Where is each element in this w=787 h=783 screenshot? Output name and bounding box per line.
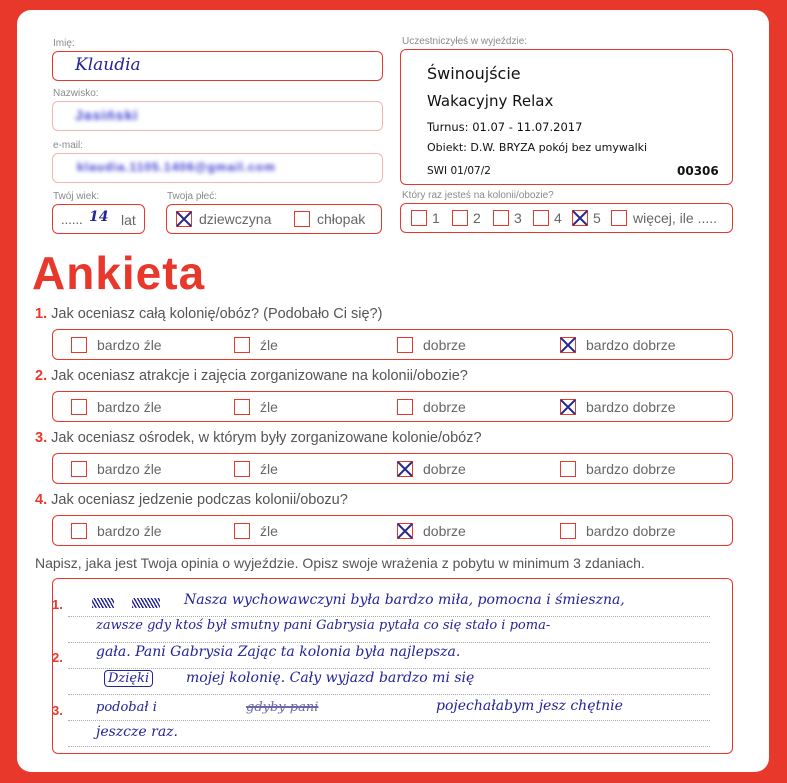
age-label: Twój wiek: bbox=[53, 191, 100, 202]
times-3-checkbox[interactable] bbox=[493, 210, 509, 226]
q4-dobrze-checkbox[interactable] bbox=[397, 523, 413, 539]
times-more-checkbox[interactable] bbox=[611, 210, 627, 226]
opinion-line-1: Nasza wychowawczyni była bardzo miła, pomocna i śmieszna, bbox=[184, 592, 625, 608]
scribble-mark bbox=[92, 598, 114, 608]
gender-girl-label: dziewczyna bbox=[199, 211, 272, 227]
times-label: Który raz jesteś na kolonii/obozie? bbox=[402, 190, 554, 201]
q4-bardzo-zle-checkbox[interactable] bbox=[71, 523, 87, 539]
question-1-text: Jak oceniasz całą kolonię/obóz? (Podobało Ci się?) bbox=[51, 306, 383, 322]
q2-dobrze-checkbox[interactable] bbox=[397, 399, 413, 415]
opinion-struck-text: gdyby pani bbox=[246, 700, 319, 715]
gender-label: Twoja płeć: bbox=[167, 191, 218, 202]
q3-bardzo-zle-checkbox[interactable] bbox=[71, 461, 87, 477]
gender-field bbox=[166, 204, 382, 234]
q4-dobrze-label: dobrze bbox=[423, 523, 466, 539]
question-2-number: 2. bbox=[35, 368, 48, 384]
opinion-line-5: podobał i bbox=[96, 700, 157, 715]
question-2-text: Jak oceniasz atrakcje i zajęcia zorganizowane na kolonii/obozie? bbox=[51, 368, 468, 384]
q1-zle-label: źle bbox=[260, 337, 278, 353]
opinion-circled-word: Dzięki bbox=[104, 670, 153, 687]
opinion-line-4: mojej kolonię. Cały wyjazd bardzo mi się bbox=[186, 670, 475, 686]
name-field[interactable] bbox=[52, 51, 383, 81]
question-4 bbox=[35, 492, 348, 508]
times-1-label: 1 bbox=[432, 210, 440, 226]
opinion-number-1: 1. bbox=[52, 597, 63, 612]
times-5-checkbox[interactable] bbox=[572, 210, 588, 226]
q4-bardzo-zle-label: bardzo źle bbox=[97, 523, 162, 539]
q2-bardzo-dobrze-label: bardzo dobrze bbox=[586, 399, 676, 415]
question-3-options bbox=[52, 453, 733, 484]
surname-field[interactable] bbox=[52, 101, 383, 131]
opinion-number-3: 3. bbox=[52, 703, 63, 718]
times-2-checkbox[interactable] bbox=[452, 210, 468, 226]
opinion-line-6: pojechałabym jesz chętnie bbox=[436, 698, 623, 714]
q2-zle-checkbox[interactable] bbox=[234, 399, 250, 415]
question-4-number: 4. bbox=[35, 492, 48, 508]
q3-bardzo-zle-label: bardzo źle bbox=[97, 461, 162, 477]
email-value: klaudia.1105.1406@gmail.com bbox=[77, 160, 276, 174]
ruled-line bbox=[68, 746, 710, 747]
q4-zle-checkbox[interactable] bbox=[234, 523, 250, 539]
age-dots: ...... bbox=[61, 212, 83, 227]
q3-zle-label: źle bbox=[260, 461, 278, 477]
times-4-checkbox[interactable] bbox=[533, 210, 549, 226]
question-3 bbox=[35, 430, 482, 446]
q2-zle-label: źle bbox=[260, 399, 278, 415]
event-obiekt: Obiekt: D.W. BRYZA pokój bez umywalki bbox=[427, 141, 648, 154]
name-value: Klaudia bbox=[75, 55, 141, 75]
gender-boy-label: chłopak bbox=[317, 211, 366, 227]
age-field[interactable] bbox=[52, 204, 145, 234]
question-2-options bbox=[52, 391, 733, 422]
q4-bardzo-dobrze-label: bardzo dobrze bbox=[586, 523, 676, 539]
survey-title: Ankieta bbox=[32, 247, 206, 299]
q1-bardzo-zle-label: bardzo źle bbox=[97, 337, 162, 353]
opinion-line-7: jeszcze raz. bbox=[96, 724, 179, 740]
times-2-label: 2 bbox=[473, 210, 481, 226]
times-1-checkbox[interactable] bbox=[411, 210, 427, 226]
question-1-number: 1. bbox=[35, 306, 48, 322]
scribble-mark bbox=[132, 598, 160, 608]
q1-dobrze-label: dobrze bbox=[423, 337, 466, 353]
gender-girl-checkbox[interactable] bbox=[176, 211, 192, 227]
q2-bardzo-zle-checkbox[interactable] bbox=[71, 399, 87, 415]
ruled-line bbox=[68, 694, 710, 695]
q1-bardzo-zle-checkbox[interactable] bbox=[71, 337, 87, 353]
q1-bardzo-dobrze-label: bardzo dobrze bbox=[586, 337, 676, 353]
q4-zle-label: źle bbox=[260, 523, 278, 539]
age-unit: lat bbox=[121, 212, 136, 228]
name-label: Imię: bbox=[53, 38, 75, 49]
times-4-label: 4 bbox=[554, 210, 562, 226]
q3-dobrze-checkbox[interactable] bbox=[397, 461, 413, 477]
q2-bardzo-dobrze-checkbox[interactable] bbox=[560, 399, 576, 415]
event-program: Wakacyjny Relax bbox=[427, 92, 554, 110]
opinion-line-3: gała. Pani Gabrysia Zając ta kolonia była najlepsza. bbox=[96, 644, 461, 660]
event-box bbox=[400, 49, 733, 185]
q1-bardzo-dobrze-checkbox[interactable] bbox=[560, 337, 576, 353]
q3-bardzo-dobrze-label: bardzo dobrze bbox=[586, 461, 676, 477]
surname-value: Jasiński bbox=[75, 107, 139, 123]
ruled-line bbox=[68, 720, 710, 721]
question-4-options bbox=[52, 515, 733, 546]
times-field bbox=[400, 203, 733, 233]
age-value: 14 bbox=[89, 209, 109, 225]
q1-dobrze-checkbox[interactable] bbox=[397, 337, 413, 353]
question-2 bbox=[35, 368, 468, 384]
gender-boy-checkbox[interactable] bbox=[294, 211, 310, 227]
ruled-line bbox=[68, 668, 710, 669]
q3-bardzo-dobrze-checkbox[interactable] bbox=[560, 461, 576, 477]
q1-zle-checkbox[interactable] bbox=[234, 337, 250, 353]
q2-bardzo-zle-label: bardzo źle bbox=[97, 399, 162, 415]
event-number: 00306 bbox=[677, 164, 719, 178]
ruled-line bbox=[68, 616, 710, 617]
opinion-number-2: 2. bbox=[52, 650, 63, 665]
email-label: e-mail: bbox=[53, 140, 84, 151]
question-3-number: 3. bbox=[35, 430, 48, 446]
event-label: Uczestniczyłeś w wyjeździe: bbox=[402, 36, 528, 47]
times-more-label: więcej, ile ..... bbox=[633, 210, 718, 226]
times-5-label: 5 bbox=[593, 210, 601, 226]
question-1-options bbox=[52, 329, 733, 360]
question-1 bbox=[35, 306, 382, 322]
opinion-line-2: zawsze gdy ktoś był smutny pani Gabrysia pytała co się stało i poma- bbox=[96, 618, 551, 633]
question-4-text: Jak oceniasz jedzenie podczas kolonii/obozu? bbox=[51, 492, 348, 508]
email-field[interactable] bbox=[52, 153, 383, 183]
surname-label: Nazwisko: bbox=[53, 88, 99, 99]
event-turnus: Turnus: 01.07 - 11.07.2017 bbox=[427, 120, 583, 134]
event-code: SWI 01/07/2 bbox=[427, 165, 491, 177]
ruled-line bbox=[68, 642, 710, 643]
q2-dobrze-label: dobrze bbox=[423, 399, 466, 415]
q3-dobrze-label: dobrze bbox=[423, 461, 466, 477]
opinion-prompt: Napisz, jaka jest Twoja opinia o wyjeździe. Opisz swoje wrażenia z pobytu w minimum 3 zdaniach. bbox=[35, 555, 645, 571]
q4-bardzo-dobrze-checkbox[interactable] bbox=[560, 523, 576, 539]
question-3-text: Jak oceniasz ośrodek, w którym były zorganizowane kolonie/obóz? bbox=[51, 430, 482, 446]
times-3-label: 3 bbox=[514, 210, 522, 226]
event-city: Świnoujście bbox=[427, 64, 521, 83]
q3-zle-checkbox[interactable] bbox=[234, 461, 250, 477]
